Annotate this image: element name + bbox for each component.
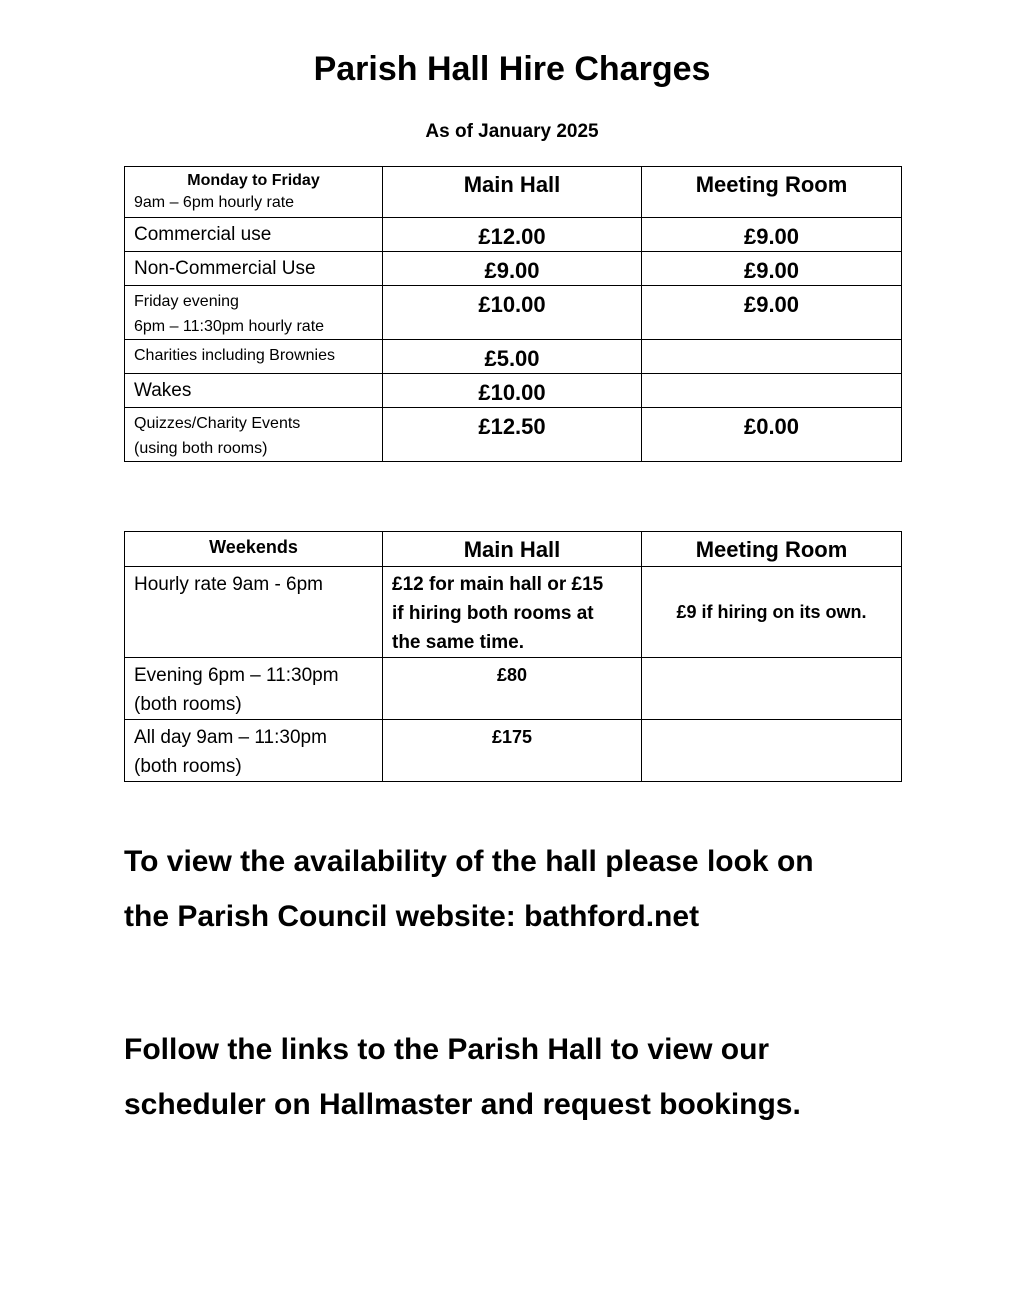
main-hall-price: £80 [383,658,642,720]
meeting-room-price [642,374,902,408]
availability-note-line1: To view the availability of the hall please look on [124,845,814,878]
row-label: Hourly rate 9am - 6pm [125,567,383,658]
row-label-line2: (both rooms) [134,756,242,777]
table-row [125,340,902,374]
main-hall-price: £10.00 [383,374,642,408]
availability-note [124,834,924,944]
row-label [125,720,383,782]
column-header-main-hall: Main Hall [383,532,642,567]
row-label-line1: Friday evening [134,293,239,310]
table-header-row [125,532,902,567]
column-header-meeting-room: Meeting Room [642,532,902,567]
row-label: Charities including Brownies [125,340,383,374]
meeting-room-price: £9 if hiring on its own. [642,567,902,658]
main-hall-price: £5.00 [383,340,642,374]
main-hall-price: £9.00 [383,252,642,286]
table-row [125,252,902,286]
meeting-room-price [642,340,902,374]
header-label-cell [125,167,383,218]
table-row [125,218,902,252]
row-label-line2: (both rooms) [134,694,242,715]
page-title: Parish Hall Hire Charges [313,50,711,88]
row-label: Commercial use [125,218,383,252]
meeting-room-price [642,658,902,720]
table-header-row [125,167,902,218]
table-row [125,408,902,462]
table-row [125,720,902,782]
row-label: Wakes [125,374,383,408]
table-row [125,567,902,658]
row-label-line1: Evening 6pm – 11:30pm [134,665,339,686]
column-header-main-hall: Main Hall [383,167,642,218]
row-label-line1: Quizzes/Charity Events [134,415,301,432]
main-hall-price: £175 [383,720,642,782]
booking-note-line1: Follow the links to the Parish Hall to view our [124,1033,770,1066]
header-label-subtitle: 9am – 6pm hourly rate [134,194,295,211]
main-hall-price-line3: the same time. [392,632,524,653]
header-label-title: Monday to Friday [187,172,320,189]
row-label-line2: 6pm – 11:30pm hourly rate [134,318,325,335]
main-hall-price [383,567,642,658]
main-hall-price-line1: £12 for main hall or £15 [392,574,604,595]
main-hall-price: £12.50 [383,408,642,462]
row-label [125,286,383,340]
meeting-room-price: £9.00 [642,218,902,252]
meeting-room-price: £9.00 [642,286,902,340]
row-label [125,408,383,462]
table-row [125,374,902,408]
row-label: Non-Commercial Use [125,252,383,286]
main-hall-price-line2: if hiring both rooms at [392,603,594,624]
weekday-charges-table [124,166,902,462]
table-row [125,658,902,720]
main-hall-price: £10.00 [383,286,642,340]
weekend-charges-table [124,531,902,782]
main-hall-price: £12.00 [383,218,642,252]
meeting-room-price: £9.00 [642,252,902,286]
column-header-meeting-room: Meeting Room [642,167,902,218]
row-label-line1: All day 9am – 11:30pm [134,727,327,748]
meeting-room-price [642,720,902,782]
meeting-room-price: £0.00 [642,408,902,462]
page-subtitle: As of January 2025 [425,121,599,142]
booking-note-line2: scheduler on Hallmaster and request bookings. [124,1088,801,1121]
availability-note-line2: the Parish Council website: bathford.net [124,900,700,933]
row-label [125,658,383,720]
header-label-cell: Weekends [125,532,383,567]
table-row [125,286,902,340]
row-label-line2: (using both rooms) [134,440,268,457]
booking-note [124,1022,924,1132]
